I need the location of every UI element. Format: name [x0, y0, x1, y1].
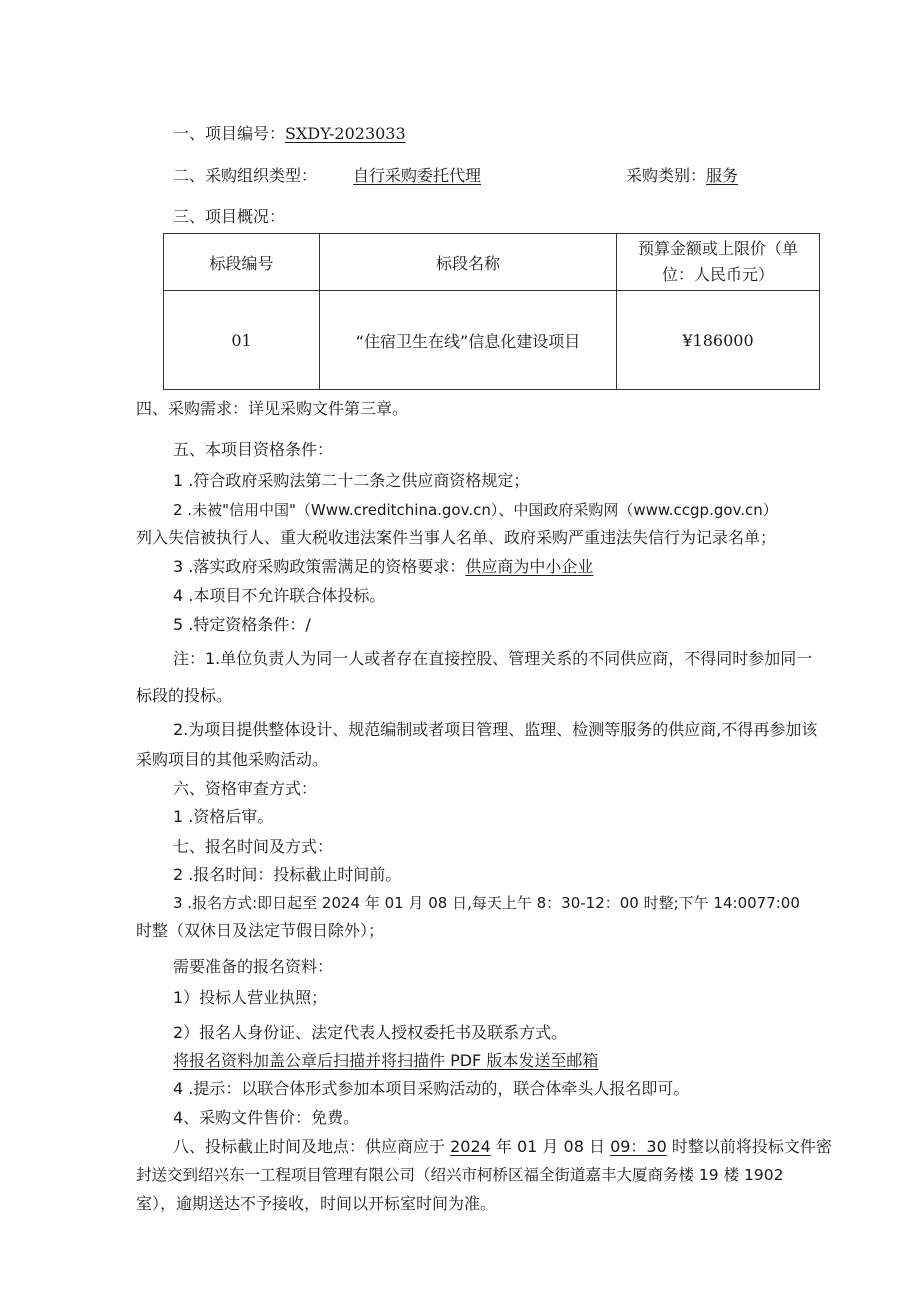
qualification-item-5: 5 .特定资格条件：/ [173, 615, 311, 634]
registration-method-a: 3 .报名方式:即日起至 2024 年 01 月 08 日,每天上午 8：30-12：00 时整;下午 14:0077:00 [173, 894, 800, 912]
table-row [164, 291, 820, 390]
bid-deadline-line-b: 封送交到绍兴东一工程项目管理有限公司（绍兴市柯桥区福全街道嘉丰大厦商务楼 19 楼 1902 [136, 1166, 784, 1184]
header-budget-line1: 预算金额或上限价（单 [637, 239, 798, 258]
note-1b: 标段的投标。 [136, 686, 233, 705]
qualification-item-4: 4 .本项目不允许联合体投标。 [173, 586, 386, 605]
qualification-item-3 [173, 556, 593, 578]
note-2b: 采购项目的其他采购活动。 [136, 750, 329, 769]
qualification-item-3-value: 供应商为中小企业 [465, 557, 594, 576]
header-budget [617, 234, 820, 291]
note-2a: 2.为项目提供整体设计、规范编制或者项目管理、监理、检测等服务的供应商,不得再参加该 [173, 720, 818, 739]
project-overview-heading: 三、项目概况： [173, 207, 286, 226]
bid-deadline-line-c: 室），逾期送达不予接收，时间以开标室时间为准。 [136, 1194, 497, 1213]
cell-lot-code: 01 [164, 291, 320, 390]
cell-lot-name: “住宿卫生在线”信息化建设项目 [320, 291, 617, 390]
bid-deadline-time: 09：30 [610, 1137, 667, 1156]
note-1a: 注：1.单位负责人为同一人或者存在直接控股、管理关系的不同供应商，不得同时参加同一 [173, 649, 813, 668]
qualification-item-1: 1 .符合政府采购法第二十二条之供应商资格规定； [173, 471, 530, 490]
registration-tip: 4 .提示：以联合体形式参加本项目采购活动的，联合体牵头人报名即可。 [173, 1079, 690, 1098]
bid-deadline-year: 2024 [450, 1137, 491, 1156]
qualification-item-3-prefix: 3 .落实政府采购政策需满足的资格要求： [173, 557, 466, 576]
cell-budget-amount: ¥186000 [617, 291, 820, 390]
qualification-item-2b: 列入失信被执行人、重大税收违法案件当事人名单、政府采购严重违法失信行为记录名单； [136, 528, 777, 547]
qualification-review-item-1: 1 .资格后审。 [173, 807, 274, 826]
procurement-requirement-line: 四、采购需求：详见采购文件第三章。 [136, 399, 409, 418]
procurement-category-line [626, 165, 738, 187]
registration-heading: 七、报名时间及方式： [173, 837, 334, 856]
registration-material-2: 2）报名人身份证、法定代表人授权委托书及联系方式。 [173, 1023, 568, 1042]
procurement-category-value: 服务 [706, 166, 739, 185]
qualification-review-heading: 六、资格审查方式： [173, 779, 318, 798]
project-overview-table [163, 233, 820, 390]
bid-deadline-date: 年 01 月 08 日 [490, 1137, 611, 1156]
project-number-value: SXDY-2023033 [285, 124, 406, 143]
bid-deadline-suffix: 时整以前将投标文件密 [666, 1137, 832, 1156]
registration-materials-heading: 需要准备的报名资料： [173, 957, 334, 976]
bid-deadline-prefix: 八、投标截止时间及地点：供应商应于 [173, 1137, 451, 1156]
project-number-line [173, 123, 406, 145]
header-lot-name: 标段名称 [320, 234, 617, 291]
procurement-category-label: 采购类别： [626, 166, 707, 185]
registration-send-instruction: 将报名资料加盖公章后扫描并将扫描件 PDF 版本发送至邮箱 [173, 1051, 599, 1070]
header-lot-code: 标段编号 [164, 234, 320, 291]
registration-material-1: 1）投标人营业执照； [173, 988, 328, 1007]
registration-method-b: 时整（双休日及法定节假日除外）； [136, 921, 385, 940]
procurement-org-type-value: 自行采购委托代理 [353, 166, 482, 185]
table-header-row [164, 234, 820, 291]
project-number-label: 一、项目编号： [173, 124, 286, 143]
procurement-org-type-label: 二、采购组织类型： [173, 166, 318, 185]
qualification-heading: 五、本项目资格条件： [173, 440, 334, 459]
procurement-org-type-line [173, 165, 317, 187]
document-price: 4、采购文件售价：免费。 [173, 1108, 360, 1127]
header-budget-line2: 位：人民币元） [661, 265, 774, 284]
bid-deadline-line-a [173, 1136, 832, 1158]
qualification-item-2a: 2 .未被"信用中国"（Www.creditchina.gov.cn）、中国政府采购网（www.ccgp.gov.cn） [173, 501, 778, 519]
registration-time: 2 .报名时间：投标截止时间前。 [173, 865, 402, 884]
